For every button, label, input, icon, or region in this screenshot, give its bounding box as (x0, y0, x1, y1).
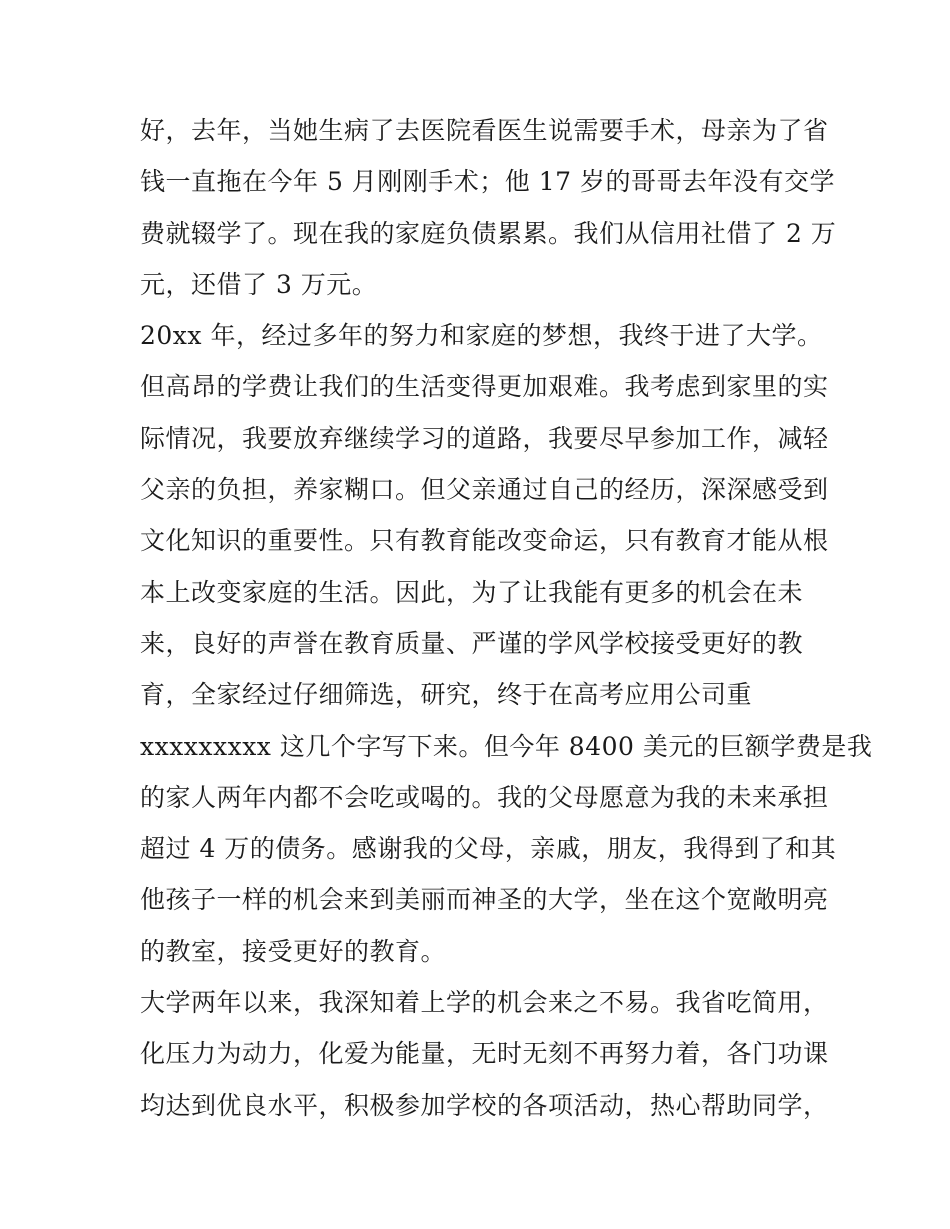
text-line: 均达到优良水平，积极参加学校的各项活动，热心帮助同学， (140, 1090, 829, 1120)
text-line: 育，全家经过仔细筛选，研究，终于在高考应用公司重 (140, 680, 753, 710)
text-line: 超过 4 万的债务。感谢我的父母，亲戚，朋友，我得到了和其 (140, 834, 837, 864)
text-line: 的教室，接受更好的教育。 (140, 936, 447, 966)
text-line: 好，去年，当她生病了去医院看医生说需要手术，母亲为了省 (140, 116, 829, 145)
text-line: 来，良好的声誉在教育质量、严谨的学风学校接受更好的教 (140, 628, 804, 658)
text-line: 他孩子一样的机会来到美丽而神圣的大学，坐在这个宽敞明亮 (140, 885, 829, 915)
text-line: 20xx 年，经过多年的努力和家庭的梦想，我终于进了大学。 (140, 321, 823, 351)
document-body (140, 105, 873, 1131)
text-line: 大学两年以来，我深知着上学的机会来之不易。我省吃简用， (140, 988, 829, 1018)
text-line: 际情况，我要放弃继续学习的道路，我要尽早参加工作，减轻 (140, 423, 829, 453)
text-line: 化压力为动力，化爱为能量，无时无刻不再努力着，各门功课 (140, 1039, 829, 1069)
text-line: 但高昂的学费让我们的生活变得更加艰难。我考虑到家里的实 (140, 372, 829, 402)
text-line: 本上改变家庭的生活。因此，为了让我能有更多的机会在未 (140, 577, 804, 607)
text-line: 父亲的负担，养家糊口。但父亲通过自己的经历，深深感受到 (140, 475, 829, 505)
text-line: xxxxxxxxx 这几个字写下来。但今年 8400 美元的巨额学费是我 (140, 731, 873, 761)
text-line: 费就辍学了。现在我的家庭负债累累。我们从信用社借了 2 万 (140, 218, 837, 248)
text-line: 钱一直拖在今年 5 月刚刚手术；他 17 岁的哥哥去年没有交学 (140, 167, 836, 197)
text-line: 文化知识的重要性。只有教育能改变命运，只有教育才能从根 (140, 526, 829, 556)
text-line: 的家人两年内都不会吃或喝的。我的父母愿意为我的未来承担 (140, 782, 829, 812)
text-line: 元，还借了 3 万元。 (140, 269, 378, 299)
